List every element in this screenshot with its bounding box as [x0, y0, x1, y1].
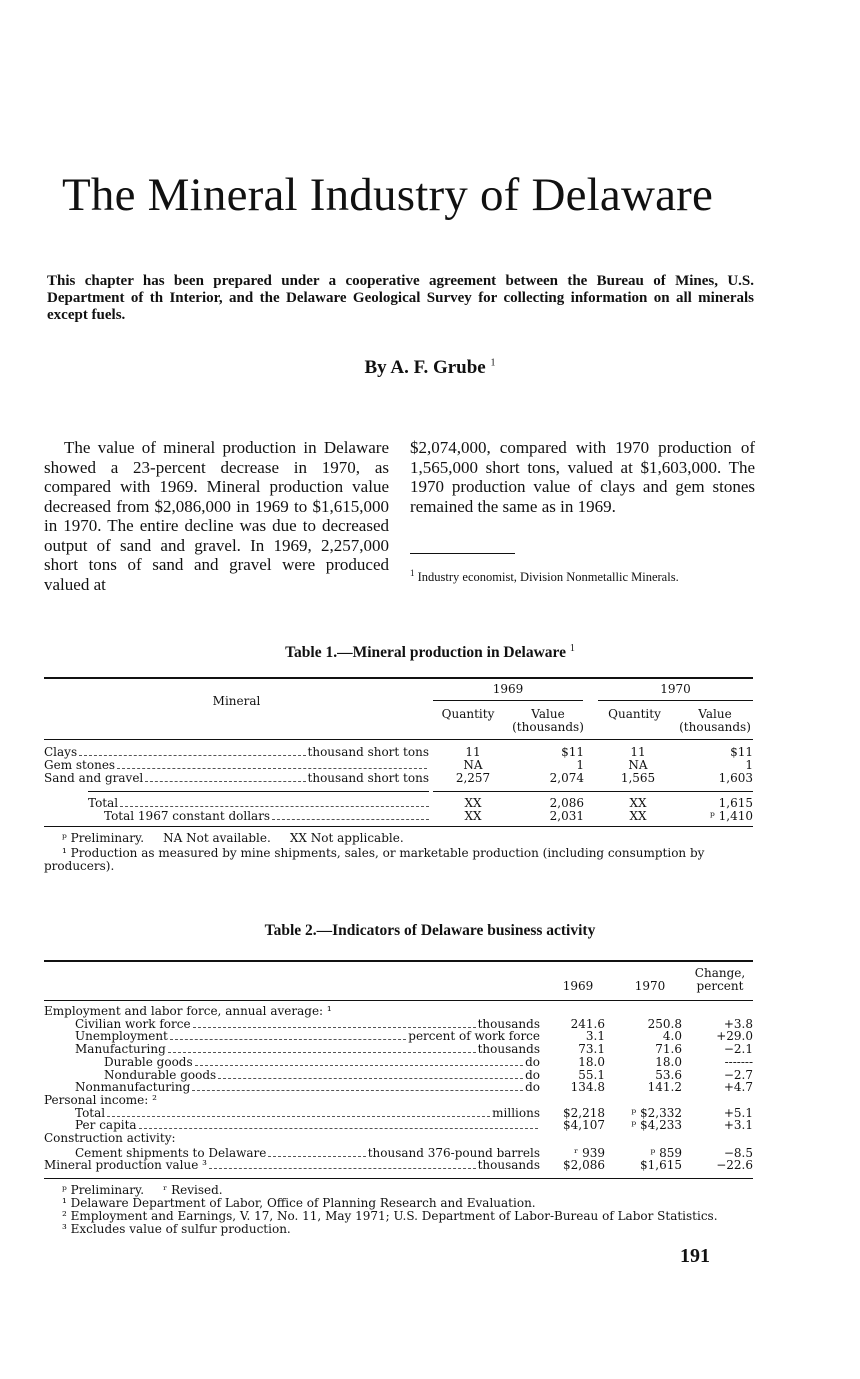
table2-row-unit: thousands	[477, 1158, 540, 1173]
table2-cell-change: −2.1	[723, 1042, 753, 1057]
table2-row-leader	[268, 1147, 365, 1157]
table2-cell-1970: 4.0	[662, 1029, 682, 1044]
byline	[0, 357, 860, 379]
table1-header-1969: 1969	[492, 682, 524, 696]
table2-cell-change: +5.1	[723, 1105, 753, 1120]
table2-row-unit: thousands	[477, 1042, 540, 1057]
table2-row-name: Per capita	[75, 1118, 137, 1133]
table2-cell-1969: ʳ 939	[574, 1145, 605, 1160]
table2-row-unit: millions	[492, 1105, 540, 1120]
intro-paragraph: This chapter has been prepared under a cooperative agreement between the Bureau of Mines, U.S. Department of th Interior, and the Delaware Geological Survey for collecting information on all minerals except fuels.	[47, 273, 754, 323]
table2-header-1969: 1969	[562, 979, 594, 993]
author-footnote-mark: 1	[410, 568, 415, 578]
table2-cell-1970: 141.2	[647, 1080, 682, 1095]
table1-cell-quantity-1970: 1,565	[620, 771, 656, 785]
table1-header-value-1969: Value	[531, 707, 565, 721]
table2-cell-change: −22.6	[716, 1158, 753, 1173]
table1-total-rule-values	[433, 791, 753, 792]
page-number: 191	[680, 1245, 710, 1267]
table2-header-1970: 1970	[634, 979, 666, 993]
table1-header-quantity-1970: Quantity	[608, 707, 661, 721]
table1-cell-value-1970: 1	[745, 758, 753, 772]
table2-row-label	[75, 1107, 540, 1120]
table1-bottom-rule	[44, 826, 753, 827]
table2-cell-1970: ᵖ 859	[650, 1145, 682, 1160]
table2-row-unit: percent of work force	[408, 1029, 540, 1044]
table1-total-leader	[120, 797, 429, 807]
table2-row-label	[44, 1094, 540, 1107]
table2-row-name: Manufacturing	[75, 1042, 166, 1057]
table2-row-name: Mineral production value ³	[44, 1158, 207, 1173]
table2-cell-1970: ᵖ $2,332	[631, 1105, 682, 1120]
table2-top-rule	[44, 960, 753, 962]
table2-row-label	[44, 1132, 540, 1145]
table1-row-label	[44, 759, 429, 772]
table2-row-leader	[168, 1043, 476, 1053]
table2-row-name: Total	[75, 1105, 106, 1120]
table1-header-1970: 1970	[660, 682, 691, 696]
table2-row-name: Nonmanufacturing	[75, 1080, 191, 1095]
table2-bottom-rule	[44, 1178, 753, 1179]
table1-cell-value-1969: 1	[576, 758, 584, 772]
table2-row-name: Nondurable goods	[104, 1067, 217, 1082]
footnote-divider	[410, 553, 515, 554]
table2-cell-1969: 3.1	[585, 1029, 605, 1044]
table1-header-value-unit-1969: (thousands)	[512, 720, 584, 734]
table2-cell-1969: 241.6	[570, 1016, 605, 1031]
table2-row-leader	[193, 1018, 476, 1028]
table1-row-leader	[117, 759, 427, 769]
table1-total-quantity-1970: XX	[629, 809, 647, 823]
table2-row-name: Employment and labor force, annual average: ¹	[44, 1004, 332, 1018]
table2-row-name: Cement shipments to Delaware	[75, 1145, 267, 1160]
table1-header-value-unit-1970: (thousands)	[679, 720, 751, 734]
table2-row-unit: thousand 376-pound barrels	[367, 1145, 540, 1160]
table2-cell-change: +3.1	[723, 1118, 753, 1133]
table2-cell-1969: 18.0	[578, 1054, 605, 1069]
table2-row-label	[44, 1159, 540, 1172]
table2-header-rule	[44, 1000, 753, 1001]
table2-row-name: Personal income: ²	[44, 1092, 157, 1107]
table1-total-name: Total 1967 constant dollars	[104, 809, 271, 823]
table1-caption-mark: 1	[569, 643, 575, 654]
table2-note-2: ² Employment and Earnings, V. 17, No. 11, May 1971; U.S. Department of Labor-Bureau of Labor Statistics.	[62, 1209, 718, 1223]
table2-cell-1970: ᵖ $4,233	[631, 1118, 682, 1133]
table2-cell-1969: 73.1	[578, 1042, 605, 1057]
table1-header-quantity-1969: Quantity	[441, 707, 495, 721]
table2-row-unit: do	[525, 1067, 540, 1082]
table2-row-leader	[192, 1081, 523, 1091]
table1-total-value-1969: 2,086	[549, 796, 584, 810]
body-column-1: The value of mineral production in Delaware showed a 23-percent decrease in 1970, as compared with 1969. Mineral production value decreased from $2,086,000 in 1969 to $1,615,000 in 1970. The entire decline was due to decreased output of sand and gravel. In 1969, 2,257,000 short tons of sand and gravel were produced valued at	[44, 438, 389, 594]
table1-cell-quantity-1969: NA	[463, 758, 483, 772]
table1-caption-text: Table 1.—Mineral production in Delaware	[285, 644, 566, 662]
body-column-2: $2,074,000, compared with 1970 production of 1,565,000 short tons, valued at $1,603,000. The 1970 production value of clays and gem stones remained the same as in 1969.	[410, 438, 755, 516]
table2-row-unit: do	[525, 1054, 540, 1069]
table2-cell-1970: 18.0	[655, 1054, 682, 1069]
table2-row-leader	[218, 1069, 523, 1079]
table1-row-unit: thousand short tons	[307, 746, 429, 759]
table1-total-leader	[272, 810, 429, 820]
table1-span-rule-1970	[598, 700, 753, 701]
table1-row-name: Clays	[44, 746, 78, 759]
table1-row-leader	[79, 746, 305, 756]
author-footnote	[410, 566, 755, 584]
table1-cell-value-1969: 2,074	[549, 771, 584, 785]
table1-header-mineral: Mineral	[212, 694, 261, 708]
table1-row-name: Sand and gravel	[44, 772, 144, 785]
table1-header-value-1970: Value	[698, 707, 732, 721]
table1-cell-value-1970: 1,603	[718, 771, 753, 785]
table1-top-rule	[44, 677, 753, 679]
byline-footnote-mark: 1	[490, 357, 496, 369]
table1-cell-quantity-1970: NA	[628, 758, 648, 772]
table1-note-1: ¹ Production as measured by mine shipments, sales, or marketable production (including consumption by producers).	[44, 846, 705, 873]
table2-header-change: Change, percent	[694, 966, 746, 993]
table1-total-value-1969: 2,031	[549, 809, 584, 823]
table2-cell-1969: $2,086	[563, 1158, 605, 1173]
table2-row-name: Unemployment	[75, 1029, 168, 1044]
table2-cell-1969: $4,107	[563, 1118, 605, 1133]
table1-header-rule	[44, 739, 753, 740]
table1-caption	[0, 643, 860, 662]
table1-cell-value-1969: $11	[561, 745, 584, 759]
table2-note-1: ¹ Delaware Department of Labor, Office of Planning Research and Evaluation.	[62, 1196, 536, 1210]
table1-row-name: Gem stones	[44, 759, 116, 772]
table2-row-leader	[107, 1107, 490, 1117]
table2-row-unit: thousands	[477, 1016, 540, 1031]
table1-total-quantity-1969: XX	[464, 796, 482, 810]
table2-row-name: Durable goods	[104, 1054, 193, 1069]
table1-total-label	[104, 810, 429, 823]
table1-row-label	[44, 746, 429, 759]
table1-total-quantity-1970: XX	[629, 796, 647, 810]
table1-row-leader	[145, 772, 305, 782]
table2-row-unit: do	[525, 1080, 540, 1095]
table2-cell-change: -------	[724, 1054, 753, 1069]
table2-row-leader	[139, 1119, 538, 1129]
table1-cell-quantity-1969: 11	[465, 745, 481, 759]
page-title: The Mineral Industry of Delaware	[62, 169, 714, 221]
table1-cell-value-1970: $11	[730, 745, 753, 759]
table2-cell-1970: 250.8	[647, 1016, 682, 1031]
table2-cell-1969: 134.8	[570, 1080, 605, 1095]
table1-total-name: Total	[88, 796, 119, 810]
table2-cell-1969: $2,218	[563, 1105, 605, 1120]
table2-row-label	[104, 1056, 540, 1069]
author-footnote-text: Industry economist, Division Nonmetallic Minerals.	[417, 570, 679, 585]
table1-total-value-1970: 1,615	[718, 796, 753, 810]
table2-cell-1970: $1,615	[640, 1158, 682, 1173]
table1-note-legend: ᵖ Preliminary. NA Not available. XX Not applicable.	[62, 831, 404, 845]
table1-total-value-1970: ᵖ 1,410	[710, 809, 753, 823]
table1-row-unit: thousand short tons	[307, 772, 429, 785]
table2-note-3: ³ Excludes value of sulfur production.	[62, 1222, 291, 1236]
table1-cell-quantity-1970: 11	[630, 745, 646, 759]
byline-text: By A. F. Grube	[364, 357, 486, 378]
table2-row-name: Civilian work force	[75, 1016, 191, 1031]
table2-row-leader	[170, 1030, 406, 1040]
table2-note-legend: ᵖ Preliminary. ʳ Revised.	[62, 1183, 223, 1197]
table2-cell-1970: 71.6	[655, 1042, 682, 1057]
table2-cell-change: +3.8	[723, 1016, 753, 1031]
table1-total-rule-label	[88, 791, 429, 792]
table1-cell-quantity-1969: 2,257	[455, 771, 491, 785]
table2-row-leader	[209, 1159, 476, 1169]
table2-cell-1969: 55.1	[578, 1067, 605, 1082]
table2-cell-change: −2.7	[723, 1067, 753, 1082]
table2-row-name: Construction activity:	[44, 1131, 176, 1145]
table1-total-quantity-1969: XX	[464, 809, 482, 823]
table2-caption: Table 2.—Indicators of Delaware business activity	[264, 922, 596, 939]
table2-cell-change: −8.5	[723, 1145, 753, 1160]
table2-cell-change: +4.7	[723, 1080, 753, 1095]
table1-row-label	[44, 772, 429, 785]
table2-cell-1970: 53.6	[655, 1067, 682, 1082]
table2-cell-change: +29.0	[716, 1029, 753, 1044]
table2-row-leader	[195, 1056, 523, 1066]
table1-span-rule-1969	[433, 700, 583, 701]
